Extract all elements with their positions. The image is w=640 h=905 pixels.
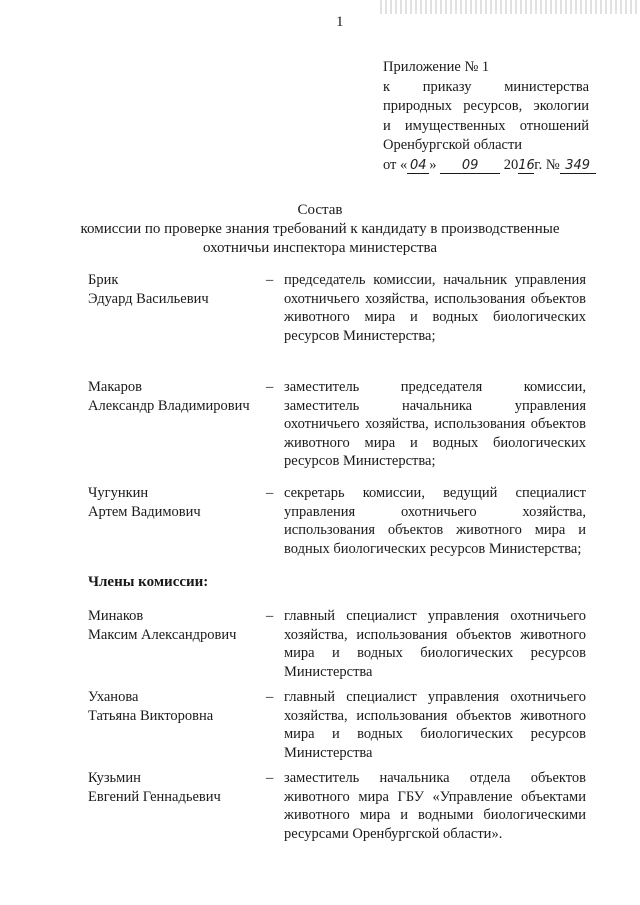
- member-dash: –: [266, 608, 274, 624]
- member-name: [88, 484, 268, 521]
- member-surname: Кузьмин: [88, 770, 141, 786]
- members-heading: Члены комиссии:: [88, 574, 209, 590]
- title-line-1: Состав: [297, 202, 343, 218]
- member-name: [88, 607, 268, 644]
- date-year-prefix: 20: [503, 156, 519, 173]
- appendix-word: приказу: [422, 78, 472, 95]
- title-line-3: охотничьи инспектора министерства: [202, 240, 438, 256]
- member-given-names: Артем Вадимович: [88, 503, 201, 520]
- member-role: главный специалист управления охотничьего хозяйства, использования объектов животного мира и водных биологических ресурсов Министерства: [284, 608, 586, 680]
- document-title: [60, 201, 580, 258]
- member-surname: Макаров: [88, 379, 142, 395]
- member-dash: –: [266, 272, 274, 288]
- scan-edge-artifact: [380, 0, 640, 14]
- date-day-handwritten: 04: [407, 158, 429, 174]
- appendix-word: отношений: [519, 117, 590, 134]
- appendix-line-4: Оренбургской области: [383, 137, 523, 153]
- member-given-names: Эдуард Васильевич: [88, 290, 209, 307]
- date-number-label: г. №: [534, 156, 560, 173]
- appendix-date-line: [383, 156, 589, 176]
- member-given-names: Александр Владимирович: [88, 397, 250, 414]
- member-role: главный специалист управления охотничьего хозяйства, использования объектов животного мира и водных биологических ресурсов Министерства: [284, 689, 586, 761]
- date-month-handwritten: 09: [440, 158, 500, 174]
- member-given-names: Максим Александрович: [88, 626, 237, 643]
- member-dash: –: [266, 689, 274, 705]
- order-number-handwritten: 349: [560, 158, 596, 174]
- member-name: [88, 378, 268, 415]
- member-role: секретарь комиссии, ведущий специалист управления охотничьего хозяйства, использования объектов животного мира и водных биологических ресурсов Министерства;: [284, 485, 586, 557]
- member-role: заместитель председателя комиссии, заместитель начальника управления охотничьего хозяйства, использования объектов животного мира и водных биологических ресурсов Министерства;: [284, 379, 586, 470]
- member-role: заместитель начальника отдела объектов животного мира ГБУ «Управление объектами животного мира и водными биологическими ресурсами Оренбургской области».: [284, 770, 586, 842]
- appendix-line-2: [383, 97, 589, 117]
- appendix-word: ресурсов,: [463, 98, 523, 114]
- appendix-word: экологии: [533, 98, 590, 114]
- member-name: [88, 769, 268, 806]
- member-dash: –: [266, 485, 274, 501]
- date-year-handwritten: 16: [518, 157, 535, 173]
- appendix-line-1: [383, 78, 589, 98]
- title-line-2: комиссии по проверке знания требований к кандидату в производственные: [80, 221, 560, 237]
- appendix-word: имущественных: [404, 117, 506, 134]
- member-surname: Чугункин: [88, 485, 149, 501]
- appendix-block: [383, 58, 589, 175]
- date-mid: »: [429, 156, 437, 173]
- page-number: 1: [336, 14, 344, 30]
- member-given-names: Татьяна Викторовна: [88, 707, 214, 724]
- appendix-word: природных: [383, 98, 452, 114]
- member-role: председатель комиссии, начальник управления охотничьего хозяйства, использования объектов животного мира и водных биологических ресурсов Министерства;: [284, 272, 586, 344]
- member-name: [88, 271, 268, 308]
- appendix-title: Приложение № 1: [383, 59, 490, 75]
- member-surname: Минаков: [88, 608, 144, 624]
- appendix-word: министерства: [504, 78, 590, 95]
- member-name: [88, 688, 268, 725]
- appendix-word: и: [383, 117, 391, 134]
- date-prefix: от «: [383, 156, 408, 173]
- appendix-word: к: [383, 78, 391, 95]
- member-dash: –: [266, 379, 274, 395]
- member-dash: –: [266, 770, 274, 786]
- member-surname: Уханова: [88, 689, 139, 705]
- member-surname: Брик: [88, 272, 119, 288]
- member-given-names: Евгений Геннадьевич: [88, 788, 221, 805]
- appendix-line-3: [383, 117, 589, 137]
